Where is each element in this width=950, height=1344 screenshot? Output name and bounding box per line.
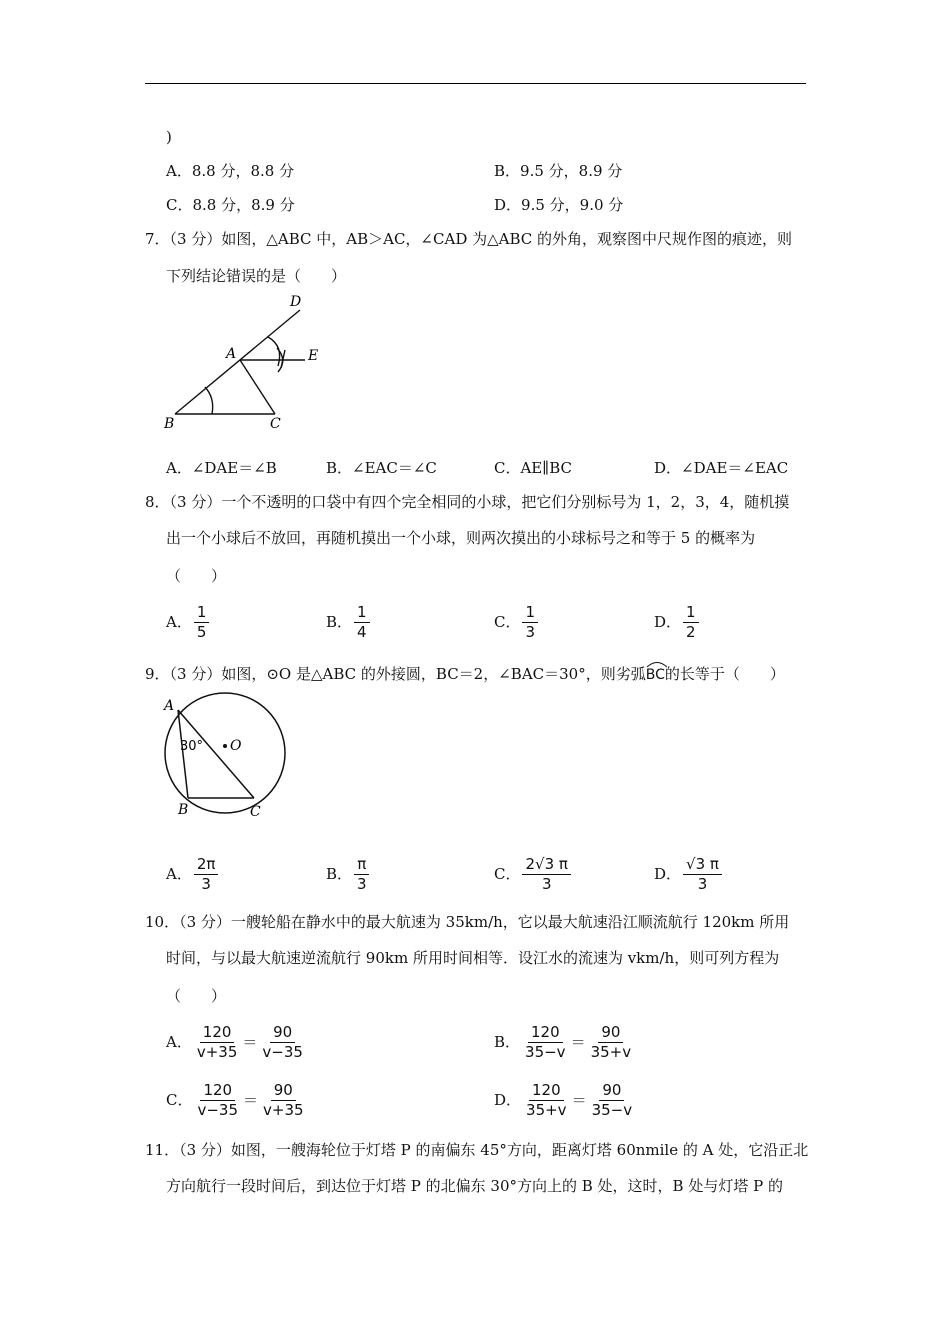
fraction: $\frac{90}{35+v}$	[590, 1023, 632, 1061]
q9-stem-line1: 9．（3 分）如图，⊙O 是△ABC 的外接圆，BC＝2，∠BAC＝30°，则劣弧 BC的长等于（ ）	[145, 660, 785, 685]
q7-label-c: C	[270, 416, 281, 432]
q7-label-e: E	[308, 348, 319, 364]
q6-option-d: D．9.5 分，9.0 分	[494, 196, 624, 214]
q6-option-a: A．8.8 分，8.8 分	[166, 162, 295, 180]
q6-option-b: B．9.5 分，8.9 分	[494, 162, 623, 180]
q9-label-b: B	[178, 802, 189, 818]
q10-stem-line2: 时间，与以最大航速逆流航行 90km 所用时间相等．设江水的流速为 vkm/h，则可列方程为	[166, 949, 780, 967]
fraction: $\frac{\pi}{3}$	[354, 856, 370, 893]
q8-option-c: C． $\frac{1}{3}$	[494, 604, 540, 641]
q8-option-b: B． $\frac{1}{4}$	[326, 604, 372, 641]
fraction: $\frac{1}{5}$	[194, 604, 210, 641]
q6-option-c: C．8.8 分，8.9 分	[166, 196, 295, 214]
fraction: $\frac{90}{v+35}$	[263, 1081, 304, 1119]
q9-option-a: A． $\frac{2\pi}{3}$	[166, 856, 220, 893]
q11-stem-line2: 方向航行一段时间后，到达位于灯塔 P 的北偏东 30°方向上的 B 处，这时，B 处与灯塔 P 的	[166, 1177, 783, 1195]
q10-stem-line3: （ ）	[166, 987, 227, 1005]
q9-figure	[158, 688, 298, 828]
fraction: $\frac{120}{v+35}$	[196, 1023, 238, 1061]
q9-label-c: C	[250, 804, 261, 820]
fraction: $\frac{1}{2}$	[683, 604, 699, 641]
q9-label-angle: 30°	[180, 739, 204, 754]
q10-option-a: A． $\frac{120}{v+35}$ ＝ $\frac{90}{v-35}$	[166, 1024, 308, 1061]
fraction: $\frac{120}{35+v}$	[526, 1081, 567, 1119]
q8-option-a: A． $\frac{1}{5}$	[166, 604, 211, 641]
fraction: $\frac{120}{35-v}$	[525, 1023, 566, 1061]
q9-label-o: O	[230, 738, 242, 754]
q8-option-d: D． $\frac{1}{2}$	[654, 604, 701, 641]
fraction: $\frac{√3 \pi}{3}$	[683, 856, 722, 893]
q7-option-b: B．∠EAC＝∠C	[326, 459, 437, 477]
fraction: $\frac{1}{4}$	[354, 604, 370, 641]
q7-label-a: A	[226, 346, 237, 362]
q7-label-d: D	[290, 294, 302, 310]
q9-option-d: D． $\frac{√3 \pi}{3}$	[654, 856, 724, 893]
q6-tail: )	[166, 128, 172, 146]
q8-stem-line3: （ ）	[166, 567, 227, 585]
q7-option-a: A．∠DAE＝∠B	[166, 459, 277, 477]
q9-label-a: A	[164, 698, 175, 714]
q7-stem-line1: 7．（3 分）如图，△ABC 中，AB＞AC，∠CAD 为△ABC 的外角，观察图中尺规作图的痕迹，则	[145, 230, 793, 248]
q10-option-c: C． $\frac{120}{v-35}$ ＝ $\frac{90}{v+35}$	[166, 1082, 309, 1119]
q11-stem-line1: 11．（3 分）如图，一艘海轮位于灯塔 P 的南偏东 45°方向，距离灯塔 60nmile 的 A 处，它沿正北	[145, 1141, 809, 1159]
q7-option-c: C．AE∥BC	[494, 459, 572, 477]
fraction: $\frac{90}{35-v}$	[591, 1081, 633, 1119]
q9-option-b: B． $\frac{\pi}{3}$	[326, 856, 372, 893]
q8-stem-line2: 出一个小球后不放回，再随机摸出一个小球，则两次摸出的小球标号之和等于 5 的概率为	[166, 529, 756, 547]
q10-option-d: D． $\frac{120}{35+v}$ ＝ $\frac{90}{35-v}$	[494, 1082, 637, 1119]
fraction: $\frac{120}{v-35}$	[197, 1081, 239, 1119]
arc-symbol: BC	[646, 660, 665, 685]
fraction: $\frac{1}{3}$	[522, 604, 538, 641]
q8-stem-line1: 8．（3 分）一个不透明的口袋中有四个完全相同的小球，把它们分别标号为 1，2，3，4，随机摸	[145, 493, 790, 511]
q7-stem-line2: 下列结论错误的是（ ）	[166, 267, 347, 285]
fraction: $\frac{90}{v-35}$	[262, 1023, 303, 1061]
fraction: $\frac{2\pi}{3}$	[194, 856, 219, 893]
q7-figure	[160, 290, 340, 440]
header-rule	[145, 83, 806, 84]
q9-option-c: C． $\frac{2√3 \pi}{3}$	[494, 856, 573, 893]
fraction: $\frac{2√3 \pi}{3}$	[522, 856, 570, 893]
q10-stem-line1: 10．（3 分）一艘轮船在静水中的最大航速为 35km/h，它以最大航速沿江顺流航行 120km 所用	[145, 913, 790, 931]
q10-option-b: B． $\frac{120}{35-v}$ ＝ $\frac{90}{35+v}$	[494, 1024, 636, 1061]
q7-label-b: B	[164, 416, 175, 432]
q7-option-d: D．∠DAE＝∠EAC	[654, 459, 789, 477]
